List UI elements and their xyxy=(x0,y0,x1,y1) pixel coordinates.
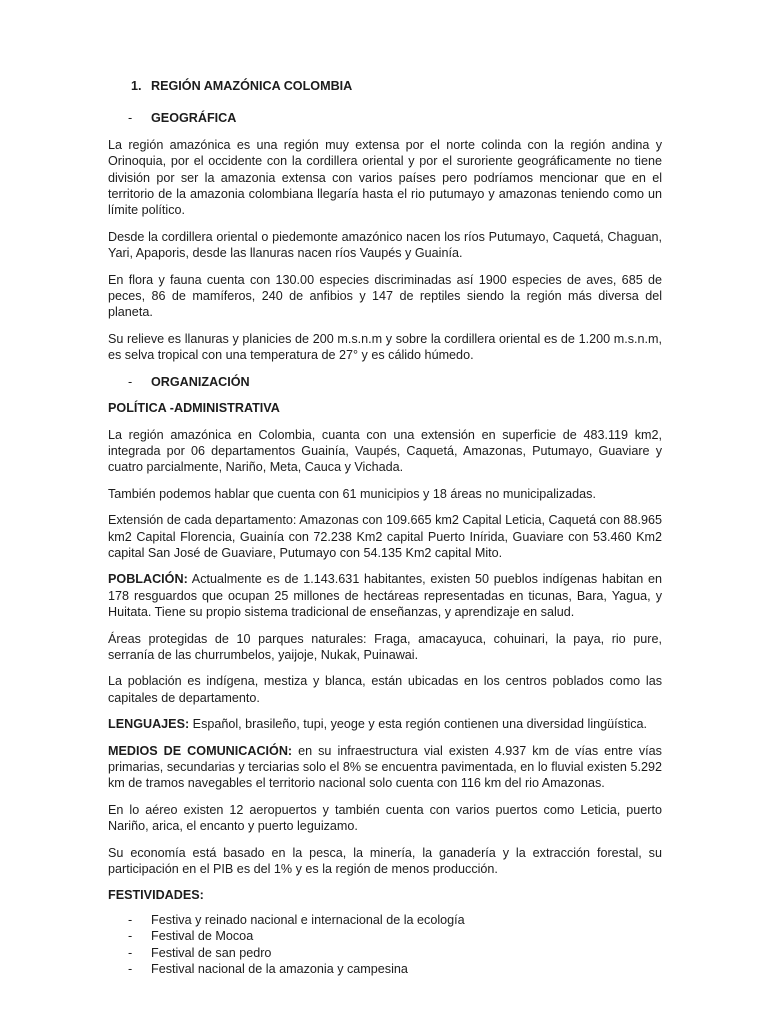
geo-paragraph: Su relieve es llanuras y planicies de 200 m.s.n.m y sobre la cordillera oriental es de 1.200 m.s.n.m, es selva tropical con una temperatura de 27° y es cálido húmedo. xyxy=(108,331,662,363)
aereo-paragraph: En lo aéreo existen 12 aeropuertos y también cuenta con varios puertos como Leticia, puerto Nariño, arica, el encanto y puerto leguizamo. xyxy=(108,802,662,834)
list-item xyxy=(108,961,662,977)
org-paragraph: La región amazónica en Colombia, cuanta con una extensión en superficie de 483.119 km2, integrada por 06 departamentos Guainía, Vaupés, Caquetá, Amazonas, Putumayo, Guaviare y cuatro parcialmente, Nariño, Meta, Cauca y Vichada. xyxy=(108,427,662,475)
poblacion-text: Actualmente es de 1.143.631 habitantes, existen 50 pueblos indígenas habitan en 178 resguardos que ocupan 25 millones de hectáreas representadas en ticunas, Bara, Yagua, y Huitata. Tiene su propio sistema tradicional de enseñanzas, y aprendizaje en salud. xyxy=(108,572,662,620)
section-dash: - xyxy=(128,374,133,389)
section-organizacion-heading xyxy=(108,374,662,390)
lenguajes-paragraph xyxy=(108,716,662,732)
poblacion-label: POBLACIÓN: xyxy=(108,572,188,587)
medios-label: MEDIOS DE COMUNICACIÓN: xyxy=(108,743,293,758)
geo-paragraph: En flora y fauna cuenta con 130.00 especies discriminadas así 1900 especies de aves, 685 de peces, 86 de mamíferos, 240 de anfibios y 147 de reptiles siendo la región más diversa del planeta. xyxy=(108,272,662,320)
parques-paragraph: Áreas protegidas de 10 parques naturales: Fraga, amacayuca, cohuinari, la paya, rio pure, serranía de las churrumbelos, yaijoje, Nukak, Puinawai. xyxy=(108,631,662,662)
list-dash: - xyxy=(128,912,133,927)
list-dash: - xyxy=(128,962,133,977)
festividades-list xyxy=(108,912,662,978)
lenguajes-label: LENGUAJES: xyxy=(108,717,190,732)
lenguajes-text: Español, brasileño, tupi, yeoge y esta región contienen una diversidad lingüística. xyxy=(189,717,648,732)
list-item-text: Festiva y reinado nacional e internacional de la ecología xyxy=(151,912,465,927)
org-paragraph: Extensión de cada departamento: Amazonas con 109.665 km2 Capital Leticia, Caquetá con 88.965 km2 Capital Florencia, Guainía con 72.238 Km2 capital Puerto Inírida, Guaviare con 53.460 Km2 capital San José de Guaviare, Putumayo con 54.135 Km2 capital Mito. xyxy=(108,513,662,560)
medios-paragraph xyxy=(108,743,662,792)
list-item-text: Festival de Mocoa xyxy=(151,929,254,944)
section-title: ORGANIZACIÓN xyxy=(151,374,250,389)
list-item xyxy=(108,945,662,961)
geo-paragraph: La región amazónica es una región muy extensa por el norte colinda con la región andina y Orinoquia, por el occidente con la cordillera oriental y por el suroriente geográficamente no tiene división por ser la amazonia extensa con varios países pero podríamos mencionar que en el territorio de la amazonia colombiana llegaría hasta el rio putumayo y amazonas teniendo como un límite político. xyxy=(108,137,662,218)
list-item-text: Festival de san pedro xyxy=(151,945,272,960)
poblacion-tipo-paragraph: La población es indígena, mestiza y blanca, están ubicadas en los centros poblados como las capitales de departamento. xyxy=(108,674,662,705)
politica-subheading: POLÍTICA -ADMINISTRATIVA xyxy=(108,401,280,416)
list-dash: - xyxy=(128,929,133,944)
section-geografica-heading xyxy=(108,110,662,126)
document-body xyxy=(108,78,662,977)
heading-title: REGIÓN AMAZÓNICA COLOMBIA xyxy=(151,79,353,93)
main-heading xyxy=(108,78,662,94)
org-paragraph: También podemos hablar que cuenta con 61 municipios y 18 áreas no municipalizadas. xyxy=(108,486,596,501)
list-item xyxy=(108,912,662,928)
list-item xyxy=(108,928,662,944)
festividades-heading: FESTIVIDADES: xyxy=(108,888,204,903)
list-item-text: Festival nacional de la amazonia y campesina xyxy=(151,962,408,977)
medios-text: en su infraestructura vial existen 4.937 km de vías entre vías primarias, secundarias y terciarias solo el 8% se encuentra pavimentada, en lo fluvial existen 5.292 km de tramos navegables el territorio nacional solo cuenta con 116 km del rio Amazonas. xyxy=(108,743,662,791)
heading-number: 1. xyxy=(131,79,142,93)
poblacion-paragraph xyxy=(108,571,662,620)
geo-paragraph: Desde la cordillera oriental o piedemonte amazónico nacen los ríos Putumayo, Caquetá, Chaguan, Yari, Apaporis, desde las llanuras nacen ríos Vaupés y Guainía. xyxy=(108,229,662,261)
section-title: GEOGRÁFICA xyxy=(151,111,237,126)
economia-paragraph: Su economía está basado en la pesca, la minería, la ganadería y la extracción forestal, su participación en el PIB es del 1% y es la región de menos producción. xyxy=(108,845,662,877)
section-dash: - xyxy=(128,111,133,126)
list-dash: - xyxy=(128,945,133,960)
